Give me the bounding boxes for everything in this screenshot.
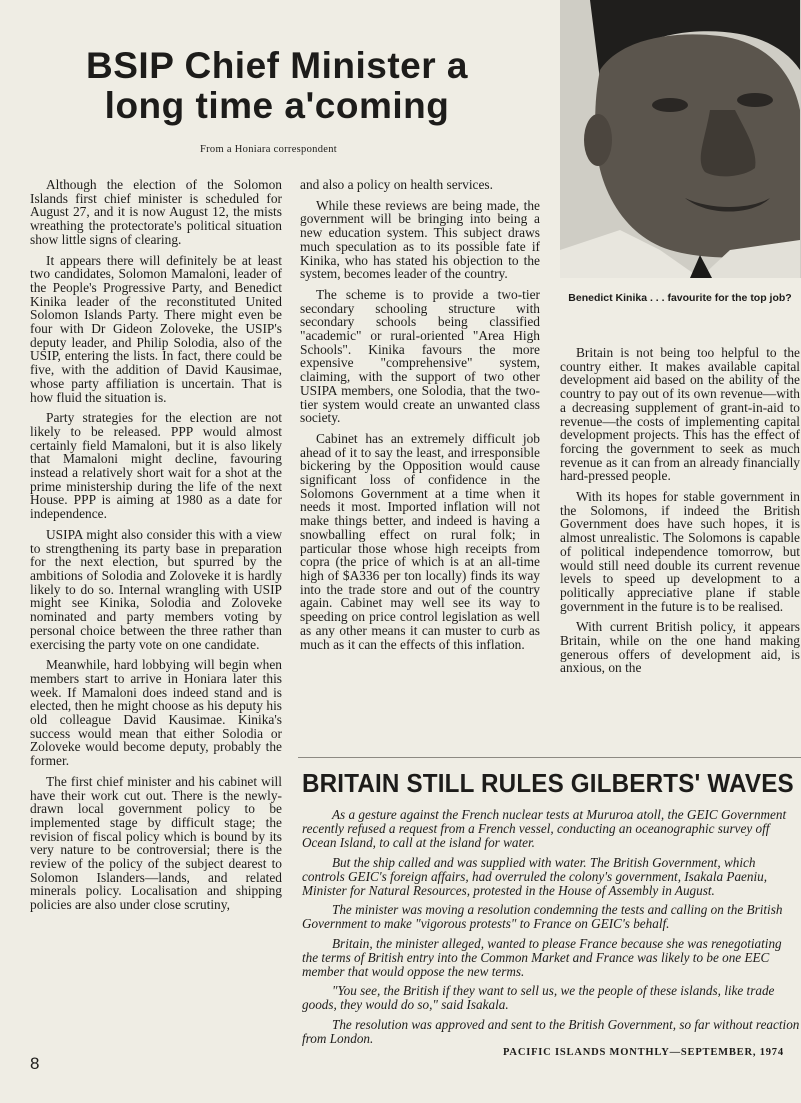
sidebar-text [302, 808, 801, 1051]
sidebar-paragraph: As a gesture against the French nuclear tests at Mururoa atoll, the GEIC Government recently refused a request from a French vessel, conducting an oceanographic survey off Ocean Island, to call at the island for water. [302, 807, 787, 851]
page-number: 8 [30, 1054, 40, 1073]
body-paragraph: While these reviews are being made, the government will be bringing into being a new education system. This subject draws much speculation as to its possible fate if Kinika, who has stated his objection to the system, becomes leader of the country. [300, 197, 540, 282]
section-divider [298, 757, 801, 758]
running-footer: PACIFIC ISLANDS MONTHLY—SEPTEMBER, 1974 [503, 1047, 784, 1058]
body-paragraph: USIPA might also consider this with a view to strengthening its party base in preparation for the next election, but spurred by the ambitions of Solodia and Zoloveke it is hardly likely to do so. Internal wrangling with USIP might see Kinika, Solodia and Zoloveke nominated and party members voting by personal choice between the three rather than exercising the party vote on one candidate. [30, 526, 282, 652]
sidebar-paragraph: The minister was moving a resolution condemning the tests and calling on the British Government to make "vigorous protests" to France on GEIC's behalf. [302, 902, 783, 932]
body-paragraph: With current British policy, it appears Britain, while on the one hand making generous offers of development aid, is anxious, on the [560, 619, 800, 676]
body-paragraph: Although the election of the Solomon Islands first chief minister is scheduled for August 27, and it is now August 12, the mists wreathing the protectorate's political situation show little signs of clearing. [30, 177, 282, 247]
body-paragraph: Party strategies for the election are not likely to be released. PPP would almost certainly field Mamaloni, but it is also likely that Mamaloni might decline, favouring instead a relatively short wait for a shot at the prime ministership during the life of the next House. PPP is aiming at 1980 as a date for independence. [30, 410, 282, 522]
body-paragraph: and also a policy on health services. [300, 177, 493, 192]
body-paragraph: With its hopes for stable government in the Solomons, if indeed the British Government does have such hopes, it is almost unrealistic. The Solomons is capable of political independence tomorrow, but would still need double its current revenue levels to speed up development to a politically appreciative plane if stable government in the future is to be realised. [560, 489, 800, 614]
body-paragraph: The first chief minister and his cabinet will have their work cut out. There is the newly-drawn local government policy to be implemented stage by difficult stage; the revision of fiscal policy which is bound by its very nature to be controversial; there is the review of the policy of the subject dearest to Solomon Islanders—lands, and related minerals policy. Localisation and shipping policies are also under close scrutiny, [30, 773, 282, 913]
sidebar-paragraph: But the ship called and was supplied with water. The British Government, which controls GEIC's foreign affairs, had overruled the colony's government, Isakala Paeniu, Minister for Natural Resources, protested in the House of Assembly in August. [302, 854, 768, 899]
text-column-3 [560, 346, 800, 682]
byline: From a Honiara correspondent [200, 144, 337, 155]
portrait-photo [560, 0, 801, 278]
sidebar-paragraph: The resolution was approved and sent to the British Government, so far without reaction from London. [302, 1016, 800, 1046]
text-column-1 [30, 178, 282, 919]
article-headline: BSIP Chief Minister a long time a'coming [86, 45, 468, 126]
sidebar-paragraph: "You see, the British if they want to sell us, we the people of these islands, like trade goods, they would do so," said Isakala. [302, 983, 775, 1013]
body-paragraph: Meanwhile, hard lobbying will begin when members start to arrive in Honiara later this week. If Mamaloni does indeed stand and is elected, then he might choose as his deputy his old colleague David Kausimae. Kinika's success would mean that either Solodia or Zoloveke would become deputy, probably the former. [30, 657, 282, 769]
body-paragraph: It appears there will definitely be at least two candidates, Solomon Mamaloni, leader of the People's Progressive Party, and Benedict Kinika leader of the reconstituted United Solomon Islands Party. There might even be four with Dr Gideon Zoloveke, the USIP's deputy leader, and Philip Solodia, also of the USIP, entering the lists. In fact, there could be five, with the addition of David Kausimae, whose party affiliation is uncertain. That is how fluid the situation is. [30, 252, 282, 405]
body-paragraph: The scheme is to provide a two-tier secondary schooling structure with secondary schools being classified "academic" or rural-oriented "Area High Schools". Kinika favours the more expensive "comprehensive" system, claiming, with the support of two other USIPA members, one Solodia, that the two-tier system would create an unwanted class society. [300, 286, 540, 426]
sidebar-paragraph: Britain, the minister alleged, wanted to please France because she was renegotiating the terms of British entry into the Common Market and France was likely to be one EEC member that would oppose the new terms. [302, 935, 782, 980]
text-column-2 [300, 178, 540, 658]
body-paragraph: Cabinet has an extremely difficult job ahead of it to say the least, and irresponsible bickering by the Opposition would cause significant loss of confidence in the Solomons Government at a time when it needs it most. Imported inflation will not make things better, and indeed is having a snowballing effect on rural folk; in particular those whose high receipts from copra (the price of which is at an all-time high of $A336 per ton locally) finds its way into the trade store and out of the country again. Cabinet may well see its way to speeding on price control legislation as well as any other means it can muster to curb as much as it can the effects of this inflation. [300, 430, 540, 652]
sidebar-headline: BRITAIN STILL RULES GILBERTS' WAVES [302, 768, 794, 798]
body-paragraph: Britain is not being too helpful to the country either. It makes available capital development aid based on the ability of the country to pay out of its own revenue—with a decreasing supplement of grant-in-aid to revenue—the costs of implementing capital development projects. This has the effect of forcing the government to seek as much revenue as it can from an already financially hard-pressed people. [560, 345, 800, 484]
portrait-illustration [560, 0, 801, 278]
photo-caption: Benedict Kinika . . . favourite for the top job? [568, 292, 792, 304]
